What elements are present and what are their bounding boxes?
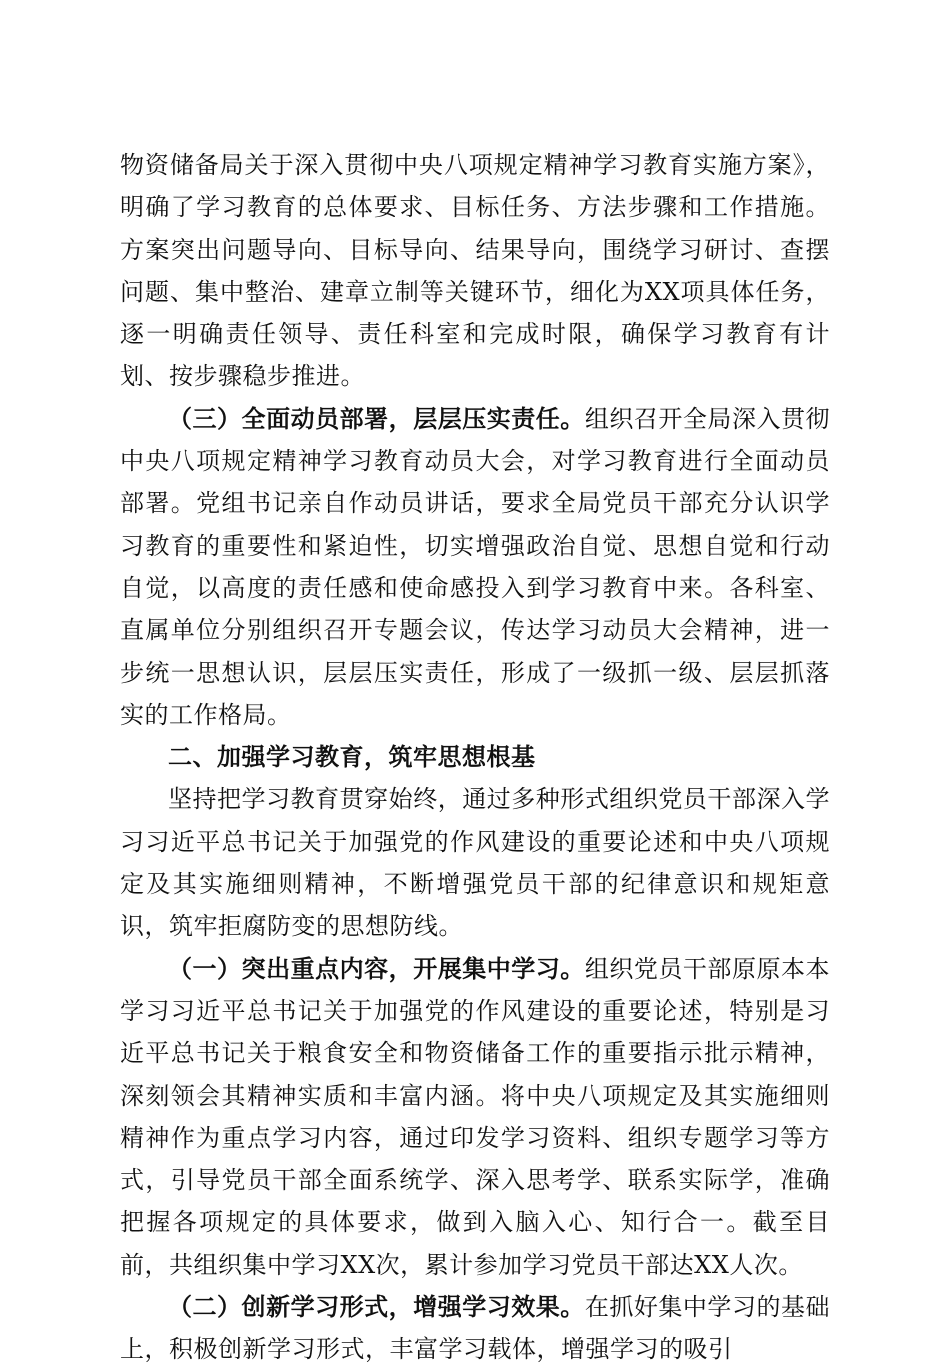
paragraph-focused-study bbox=[120, 948, 830, 1286]
section-heading: 二、加强学习教育，筑牢思想根基 bbox=[168, 743, 536, 772]
paragraph-study-intro: 坚持把学习教育贯穿始终，通过多种形式组织党员干部深入学习习近平总书记关于加强党的作风建设的重要论述和中央八项规定及其实施细则精神，不断增强党员干部的纪律意识和规矩意识，筑牢拒腐防变的思想防线。 bbox=[120, 785, 830, 941]
paragraph-body-text: 在抓好集中学习的基础上，积极创新学习形式，丰富学习载体，增强学习的吸引 bbox=[120, 1293, 831, 1364]
paragraph-body-text: 组织党员干部原原本本学习习近平总书记关于加强党的作风建设的重要论述，特别是习近平总书记关于粮食安全和物资储备工作的重要指示批示精神，深刻领会其精神实质和丰富内涵。将中央八项规定及其实施细则精神作为重点学习内容，通过印发学习资料、组织专题学习等方式，引导党员干部全面系统学、深入思考学、联系实际学，准确把握各项规定的具体要求，做到入脑入心、知行合一。截至目前，共组织集中学习XX次，累计参加学习党员干部达XX人次。 bbox=[120, 954, 831, 1279]
paragraph-lead-text: （一）突出重点内容，开展集中学习。 bbox=[168, 953, 585, 983]
paragraph-mobilization bbox=[120, 398, 830, 736]
paragraph-lead-text: （三）全面动员部署，层层压实责任。 bbox=[168, 403, 585, 433]
paragraph-lead-text: （二）创新学习形式，增强学习效果。 bbox=[168, 1292, 585, 1322]
paragraph-body-text: 组织召开全局深入贯彻中央八项规定精神学习教育动员大会，对学习教育进行全面动员部署。党组书记亲自作动员讲话，要求全局党员干部充分认识学习教育的重要性和紧迫性，切实增强政治自觉、思想自觉和行动自觉，以高度的责任感和使命感投入到学习教育中来。各科室、直属单位分别组织召开专题会议，传达学习动员大会精神，进一步统一思想认识，层层压实责任，形成了一级抓一级、层层抓落实的工作格局。 bbox=[120, 404, 831, 729]
paragraph-innovative-study bbox=[120, 1286, 830, 1371]
document-body bbox=[120, 144, 830, 1371]
paragraph-plan-summary: 物资储备局关于深入贯彻中央八项规定精神学习教育实施方案》，明确了学习教育的总体要求、目标任务、方法步骤和工作措施。方案突出问题导向、目标导向、结果导向，围绕学习研讨、查摆问题、集中整治、建章立制等关键环节，细化为XX项具体任务，逐一明确责任领导、责任科室和完成时限，确保学习教育有计划、按步骤稳步推进。 bbox=[120, 151, 830, 391]
